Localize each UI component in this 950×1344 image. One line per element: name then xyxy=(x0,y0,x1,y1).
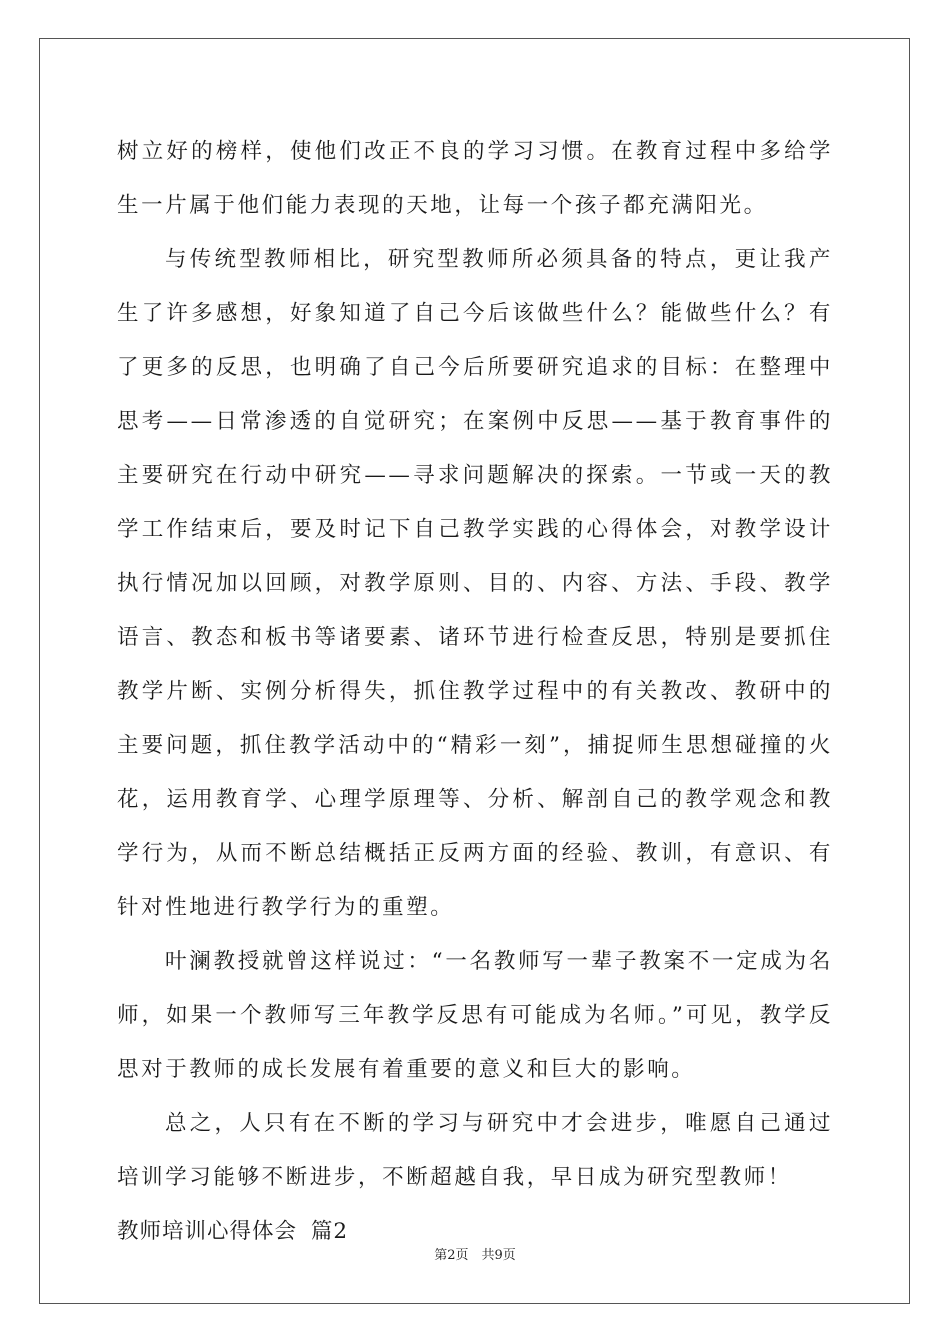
paragraph-4: 总之，人只有在不断的学习与研究中才会进步，唯愿自己通过培训学习能够不断进步，不断超越自我，早日成为研究型教师！ xyxy=(117,1111,833,1190)
paragraph-2: 与传统型教师相比，研究型教师所必须具备的特点，更让我产生了许多感想，好象知道了自己今后该做些什么？能做些什么？有了更多的反思，也明确了自己今后所要研究追求的目标：在整理中思考——日常渗透的自觉研究；在案例中反思——基于教育事件的主要研究在行动中研究——寻求问题解决的探索。一节或一天的教学工作结束后，要及时记下自己教学实践的心得体会，对教学设计执行情况加以回顾，对教学原则、目的、内容、方法、手段、教学语言、教态和板书等诸要素、诸环节进行检查反思，特别是要抓住教学片断、实例分析得失，抓住教学过程中的有关教改、教研中的主要问题，抓住教学活动中的“精彩一刻”，捕捉师生思想碰撞的火花，运用教育学、心理学原理等、分析、解剖自己的教学观念和教学行为，从而不断总结概括正反两方面的经验、教训，有意识、有针对性地进行教学行为的重塑。 xyxy=(117,247,833,920)
section-heading: 教师培训心得体会 篇2 xyxy=(117,1219,349,1244)
document-body xyxy=(117,125,833,1259)
paragraph-3: 叶澜教授就曾这样说过：“一名教师写一辈子教案不一定成为名师，如果一个教师写三年教学反思有可能成为名师。”可见，教学反思对于教师的成长发展有着重要的意义和巨大的影响。 xyxy=(117,949,833,1082)
paragraph-1: 树立好的榜样，使他们改正不良的学习习惯。在教育过程中多给学生一片属于他们能力表现的天地，让每一个孩子都充满阳光。 xyxy=(117,139,833,218)
page-number-footer: 第2页 共9页 xyxy=(434,1248,516,1263)
